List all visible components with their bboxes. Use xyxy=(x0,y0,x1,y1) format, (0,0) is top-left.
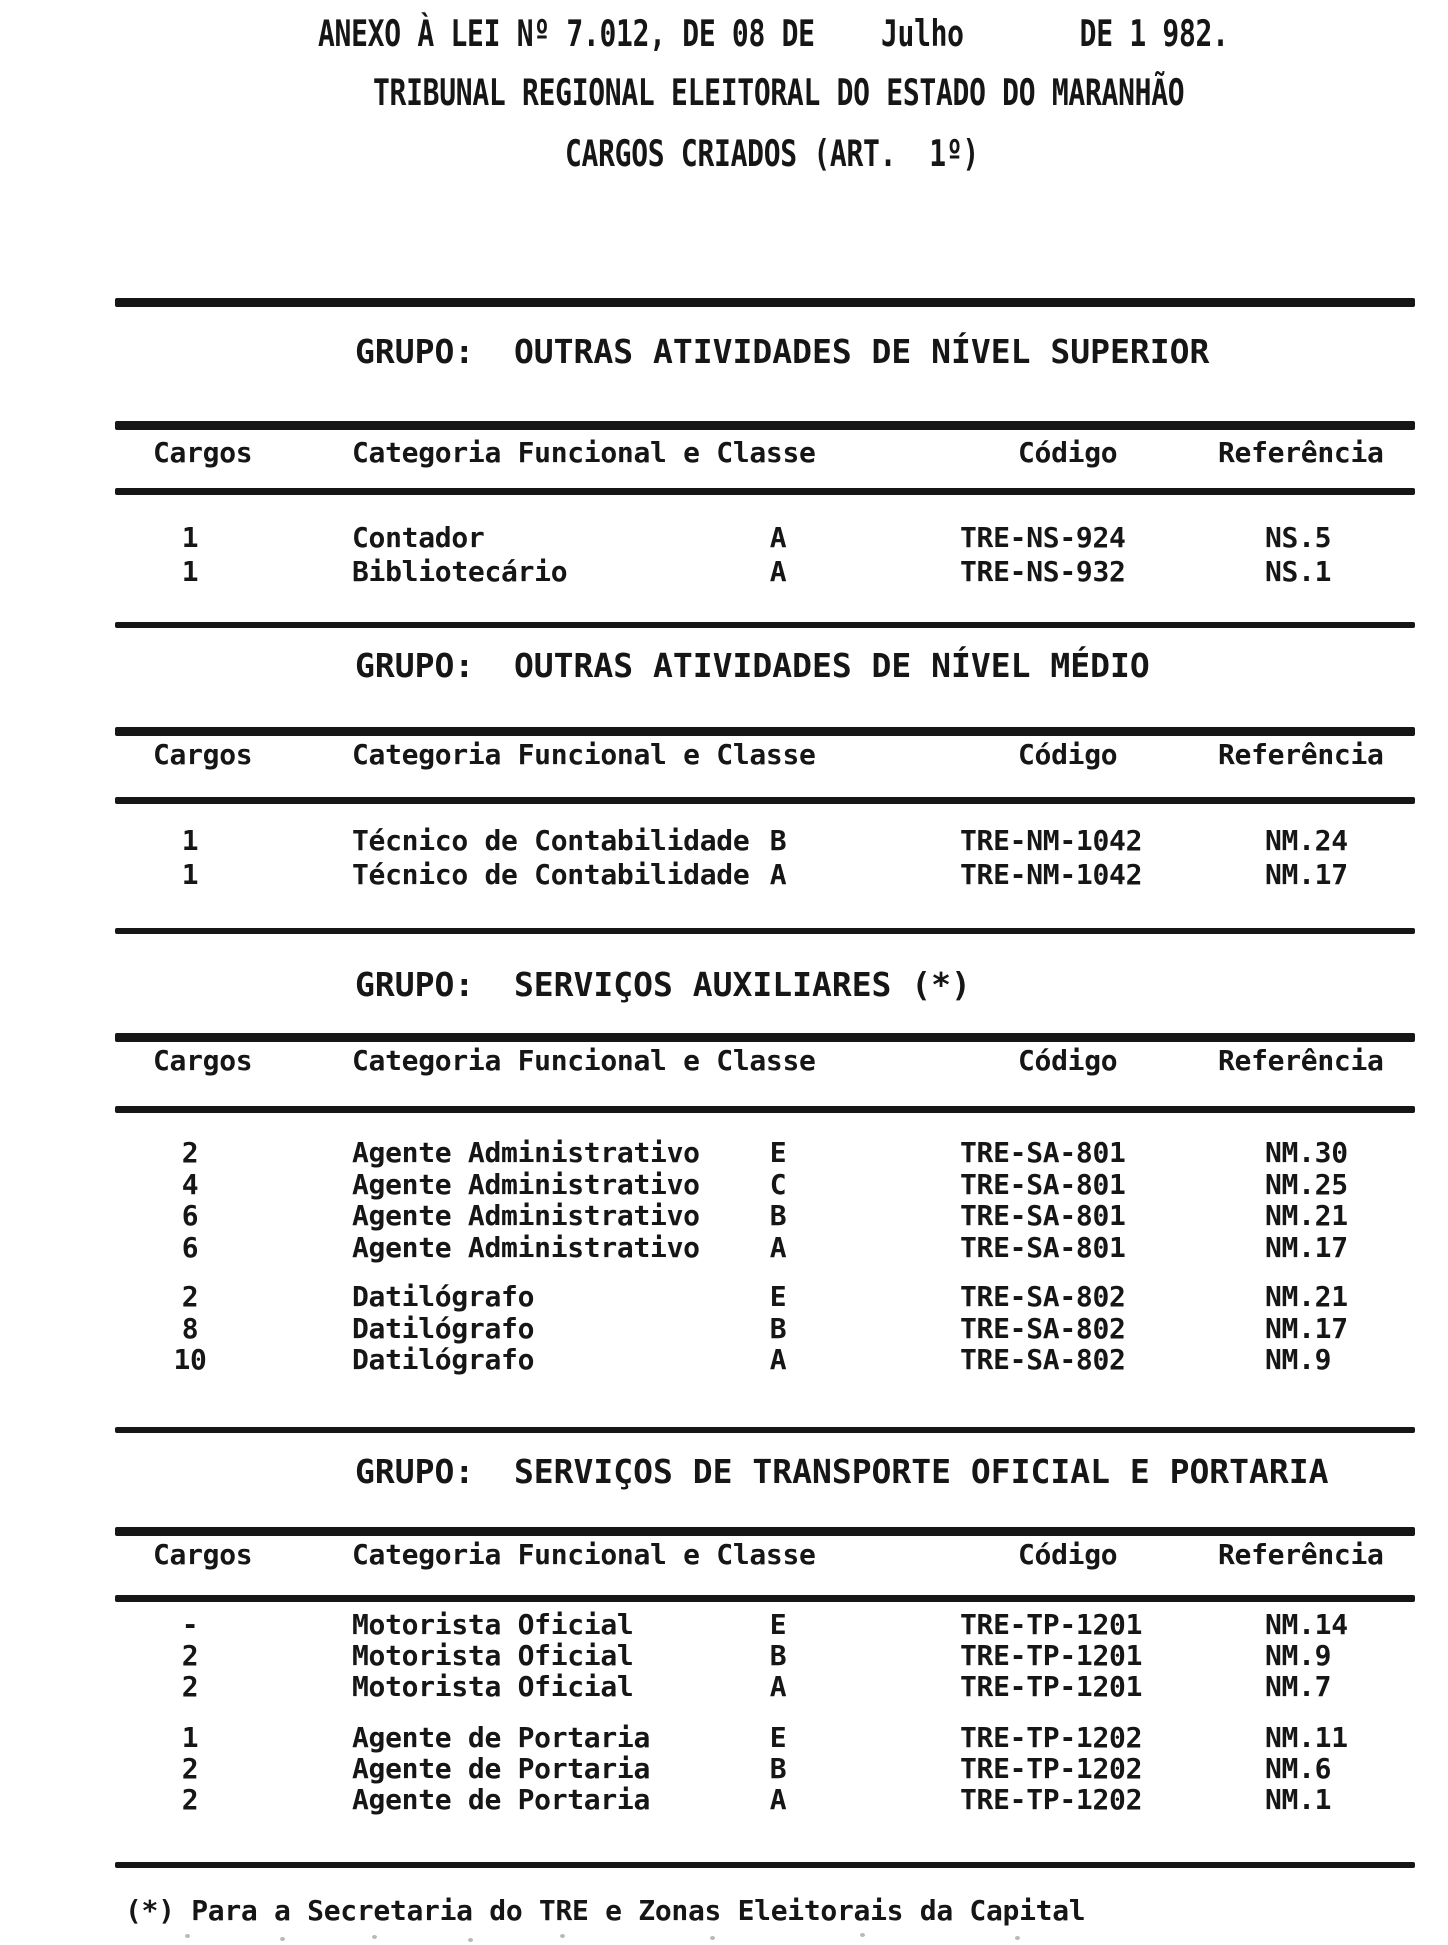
cell-referencia: NM.21 xyxy=(1265,1280,1348,1313)
cell-cargos: 1 xyxy=(181,521,199,554)
table-bottom-rule xyxy=(115,1862,1415,1868)
cell-categoria: Motorista Oficial xyxy=(352,1639,634,1672)
table-row xyxy=(0,1311,1448,1349)
cell-codigo: TRE-SA-802 xyxy=(960,1280,1126,1313)
cell-classe: C xyxy=(769,1167,787,1201)
col-header-referencia: Referência xyxy=(1218,738,1384,771)
group-title: GRUPO: SERVIÇOS DE TRANSPORTE OFICIAL E PORTARIA xyxy=(355,1452,1329,1491)
group-title: GRUPO: OUTRAS ATIVIDADES DE NÍVEL SUPERIOR xyxy=(355,332,1210,371)
cell-referencia: NM.7 xyxy=(1265,1670,1332,1703)
table-top-rule xyxy=(115,727,1415,736)
cell-codigo: TRE-TP-1202 xyxy=(960,1783,1143,1816)
table-row xyxy=(0,555,1448,592)
table-row xyxy=(0,1783,1448,1820)
cell-classe: B xyxy=(769,1199,787,1232)
cell-codigo: TRE-TP-1201 xyxy=(960,1670,1143,1703)
cell-classe: B xyxy=(769,1639,787,1672)
table-row xyxy=(0,1167,1448,1205)
group-title: GRUPO: SERVIÇOS AUXILIARES (*) xyxy=(355,965,971,1004)
cell-codigo: TRE-NM-1042 xyxy=(960,858,1143,891)
cell-codigo: TRE-TP-1201 xyxy=(960,1639,1143,1672)
document-title-line3: CARGOS CRIADOS (ART. 1º) xyxy=(565,132,979,175)
cell-cargos: 2 xyxy=(181,1136,199,1169)
table-header-rule xyxy=(115,488,1415,495)
scan-speckle xyxy=(372,1935,377,1939)
table-row xyxy=(0,1230,1448,1268)
table-row xyxy=(0,1639,1448,1676)
cell-referencia: NM.17 xyxy=(1265,1230,1348,1264)
table-header-rule xyxy=(115,1595,1415,1602)
cell-referencia: NM.17 xyxy=(1265,858,1348,891)
cell-categoria: Agente Administrativo xyxy=(352,1230,700,1264)
col-header-cargos: Cargos xyxy=(153,738,253,771)
cell-cargos: 1 xyxy=(181,1721,199,1754)
cell-cargos: 1 xyxy=(181,555,199,588)
col-header-referencia: Referência xyxy=(1218,1044,1384,1077)
cell-codigo: TRE-TP-1202 xyxy=(960,1721,1143,1754)
table-bottom-rule xyxy=(115,622,1415,628)
col-header-cargos: Cargos xyxy=(153,436,253,469)
cell-classe: A xyxy=(769,555,787,588)
cell-codigo: TRE-SA-801 xyxy=(960,1230,1126,1264)
cell-cargos: 4 xyxy=(181,1167,199,1201)
table-row xyxy=(0,1280,1448,1317)
cell-codigo: TRE-SA-801 xyxy=(960,1136,1126,1169)
scan-speckle xyxy=(468,1938,473,1942)
cell-referencia: NM.25 xyxy=(1265,1167,1348,1201)
col-header-cargos: Cargos xyxy=(153,1538,253,1571)
col-header-codigo: Código xyxy=(1018,738,1118,771)
document-title-line2: TRIBUNAL REGIONAL ELEITORAL DO ESTADO DO MARANHÃO xyxy=(373,71,1185,114)
col-header-cargos: Cargos xyxy=(153,1044,253,1077)
cell-codigo: TRE-NS-932 xyxy=(960,555,1126,588)
cell-classe: E xyxy=(769,1721,787,1754)
scan-speckle xyxy=(560,1934,565,1938)
cell-classe: E xyxy=(769,1608,787,1641)
table-top-rule xyxy=(115,1033,1415,1042)
cell-referencia: NM.1 xyxy=(1265,1783,1332,1816)
cell-categoria: Motorista Oficial xyxy=(352,1608,634,1641)
cell-referencia: NM.24 xyxy=(1265,824,1348,857)
cell-codigo: TRE-NS-924 xyxy=(960,521,1126,554)
cell-cargos: 2 xyxy=(181,1783,199,1816)
scan-speckle xyxy=(710,1936,715,1940)
cell-referencia: NM.6 xyxy=(1265,1752,1332,1785)
cell-referencia: NM.21 xyxy=(1265,1199,1348,1232)
cell-classe: A xyxy=(769,1670,787,1703)
scan-speckle xyxy=(280,1937,285,1941)
cell-categoria: Agente Administrativo xyxy=(352,1136,700,1169)
cell-categoria: Datilógrafo xyxy=(352,1280,535,1313)
cell-cargos: 6 xyxy=(181,1199,199,1232)
scan-speckle xyxy=(185,1934,190,1938)
table-row xyxy=(0,1670,1448,1707)
cell-cargos: 10 xyxy=(173,1343,207,1376)
cell-categoria: Motorista Oficial xyxy=(352,1670,634,1703)
table-row xyxy=(0,824,1448,861)
cell-referencia: NM.14 xyxy=(1265,1608,1348,1641)
cell-cargos: 1 xyxy=(181,824,199,857)
cell-categoria: Bibliotecário xyxy=(352,555,568,588)
cell-classe: A xyxy=(769,1783,787,1816)
table-row xyxy=(0,1199,1448,1236)
table-header-rule xyxy=(115,797,1415,804)
col-header-categoria: Categoria Funcional e Classe xyxy=(352,738,816,771)
cell-codigo: TRE-SA-801 xyxy=(960,1199,1126,1232)
cell-referencia: NM.17 xyxy=(1265,1311,1348,1345)
cell-codigo: TRE-TP-1202 xyxy=(960,1752,1143,1785)
cell-categoria: Agente de Portaria xyxy=(352,1721,651,1754)
cell-classe: B xyxy=(769,824,787,857)
table-header-rule xyxy=(115,1106,1415,1113)
cell-cargos: 2 xyxy=(181,1670,199,1703)
table-row xyxy=(0,1343,1448,1380)
table-row xyxy=(0,1608,1448,1645)
cell-cargos: 2 xyxy=(181,1639,199,1672)
cell-codigo: TRE-SA-802 xyxy=(960,1343,1126,1376)
cell-classe: E xyxy=(769,1280,787,1313)
scan-speckle xyxy=(860,1933,865,1937)
col-header-categoria: Categoria Funcional e Classe xyxy=(352,436,816,469)
footnote: (*) Para a Secretaria do TRE e Zonas Eleitorais da Capital xyxy=(125,1894,1086,1927)
cell-codigo: TRE-SA-801 xyxy=(960,1167,1126,1201)
cell-classe: E xyxy=(769,1136,787,1169)
table-bottom-rule xyxy=(115,1427,1415,1433)
cell-classe: A xyxy=(769,1230,787,1264)
cell-referencia: NM.9 xyxy=(1265,1343,1332,1376)
col-header-codigo: Código xyxy=(1018,1044,1118,1077)
table-row xyxy=(0,521,1448,558)
cell-referencia: NS.1 xyxy=(1265,555,1332,588)
cell-categoria: Datilógrafo xyxy=(352,1343,535,1376)
cell-referencia: NS.5 xyxy=(1265,521,1332,554)
cell-categoria: Agente de Portaria xyxy=(352,1783,651,1816)
cell-categoria: Agente de Portaria xyxy=(352,1752,651,1785)
table-row xyxy=(0,1136,1448,1173)
col-header-codigo: Código xyxy=(1018,436,1118,469)
scan-speckle xyxy=(1015,1936,1020,1940)
table-row xyxy=(0,1752,1448,1789)
cell-cargos: 8 xyxy=(181,1311,199,1345)
cell-categoria: Contador xyxy=(352,521,485,554)
cell-categoria: Agente Administrativo xyxy=(352,1199,700,1232)
cell-cargos: 6 xyxy=(181,1230,199,1264)
cell-codigo: TRE-NM-1042 xyxy=(960,824,1143,857)
cell-codigo: TRE-SA-802 xyxy=(960,1311,1126,1345)
cell-cargos: 2 xyxy=(181,1752,199,1785)
cell-categoria: Datilógrafo xyxy=(352,1311,535,1345)
page-separator-rule xyxy=(115,298,1415,307)
cell-referencia: NM.9 xyxy=(1265,1639,1332,1672)
document-title-line1: ANEXO À LEI Nº 7.012, DE 08 DE Julho DE 1 982. xyxy=(318,12,1229,56)
cell-categoria: Técnico de Contabilidade xyxy=(352,824,750,857)
table-row xyxy=(0,858,1448,895)
col-header-categoria: Categoria Funcional e Classe xyxy=(352,1044,816,1077)
cell-classe: B xyxy=(769,1752,787,1785)
table-top-rule xyxy=(115,421,1415,430)
col-header-referencia: Referência xyxy=(1218,436,1384,469)
cell-referencia: NM.11 xyxy=(1265,1721,1348,1754)
table-bottom-rule xyxy=(115,928,1415,934)
cell-classe: A xyxy=(769,858,787,891)
cell-classe: A xyxy=(769,1343,787,1376)
cell-codigo: TRE-TP-1201 xyxy=(960,1608,1143,1641)
col-header-categoria: Categoria Funcional e Classe xyxy=(352,1538,816,1571)
group-title: GRUPO: OUTRAS ATIVIDADES DE NÍVEL MÉDIO xyxy=(355,646,1150,685)
col-header-referencia: Referência xyxy=(1218,1538,1384,1571)
cell-categoria: Agente Administrativo xyxy=(352,1167,700,1201)
cell-cargos: 2 xyxy=(181,1280,199,1313)
table-row xyxy=(0,1721,1448,1758)
cell-cargos: - xyxy=(181,1608,199,1641)
cell-cargos: 1 xyxy=(181,858,199,891)
cell-categoria: Técnico de Contabilidade xyxy=(352,858,750,891)
cell-classe: B xyxy=(769,1311,787,1345)
col-header-codigo: Código xyxy=(1018,1538,1118,1571)
cell-classe: A xyxy=(769,521,787,554)
cell-referencia: NM.30 xyxy=(1265,1136,1348,1169)
table-top-rule xyxy=(115,1527,1415,1536)
